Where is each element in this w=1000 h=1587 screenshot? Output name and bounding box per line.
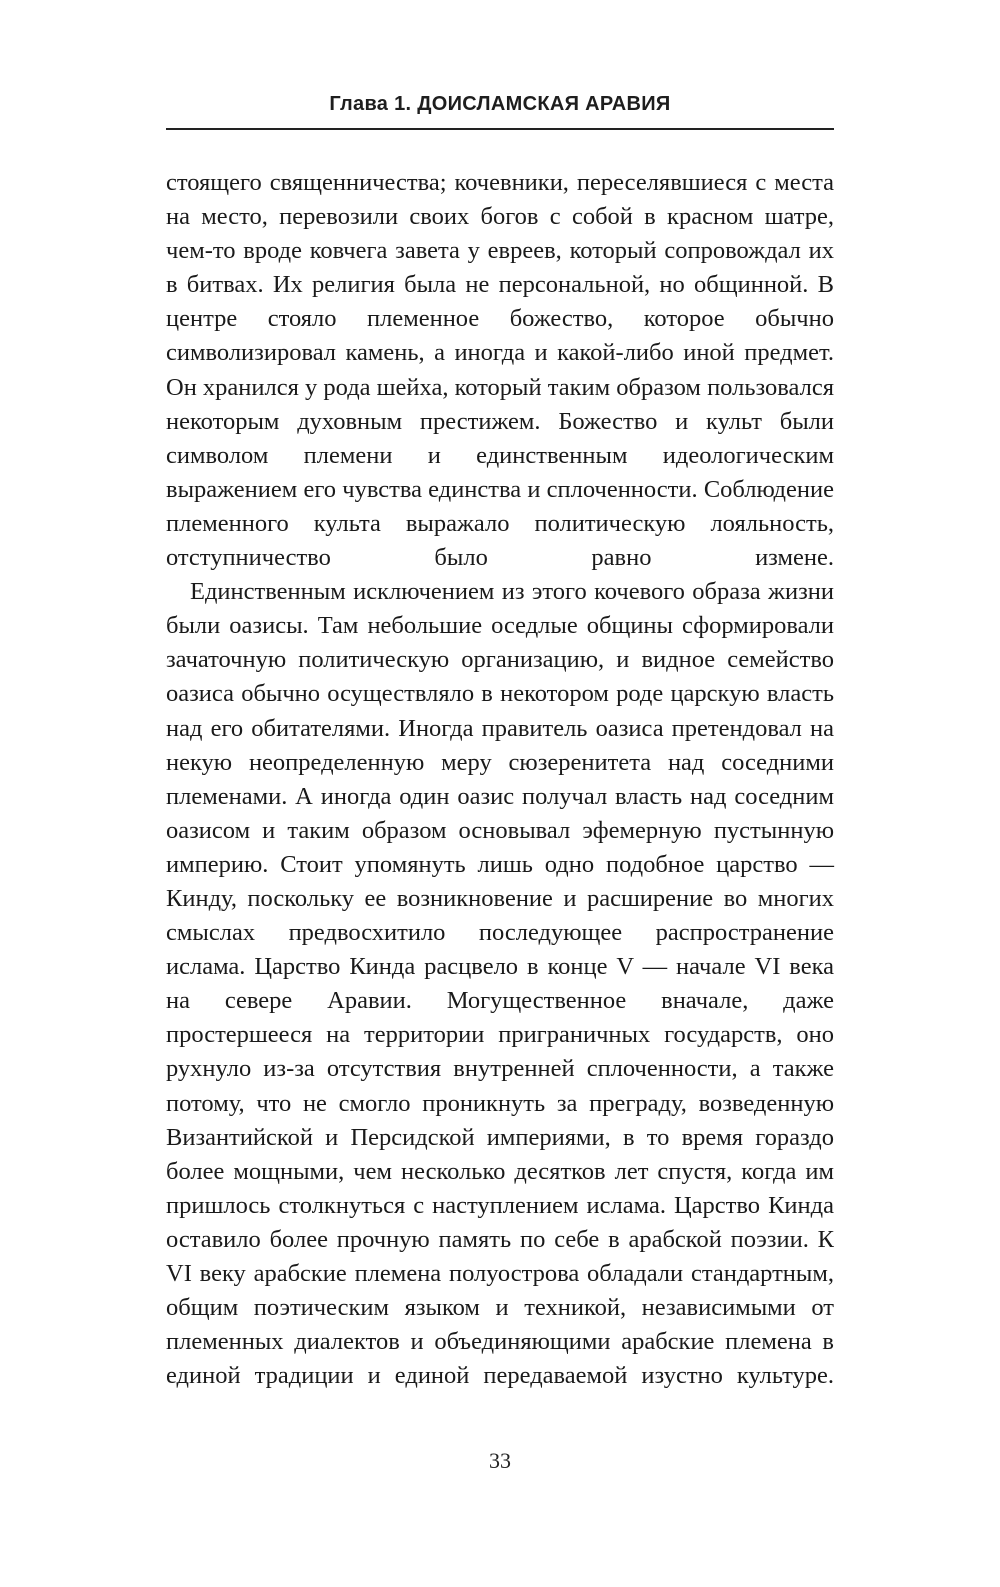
- body-text: [166, 166, 834, 1393]
- running-head-title: Глава 1. ДОИСЛАМСКАЯ АРАВИЯ: [329, 93, 671, 115]
- page-number: 33: [489, 1448, 511, 1473]
- header-rule: [166, 128, 834, 130]
- paragraph: Единственным исключением из этого кочевого образа жизни были оазисы. Там небольшие оседлые общины сформировали зачаточную политическую организацию, и видное семейство оазиса обычно осуществляло в некотором роде царскую власть над его обитателями. Иногда правитель оазиса претендовал на некую неопределенную меру сюзеренитета над соседними племенами. А иногда один оазис получал власть над соседним оазисом и таким образом основывал эфемерную пустынную империю. Стоит упомянуть лишь одно подобное царство — Кинду, поскольку ее возникновение и расширение во многих смыслах предвосхитило последующее распространение ислама. Царство Кинда расцвело в конце V — начале VI века на севере Аравии. Могущественное вначале, даже простершееся на территории приграничных государств, оно рухнуло из-за отсутствия внутренней сплоченности, а также потому, что не смогло проникнуть за преграду, возведенную Византийской и Персидской империями, в то время гораздо более мощными, чем несколько десятков лет спустя, когда им пришлось столкнуться с наступлением ислама. Царство Кинда оставило более прочную память по себе в арабской поэзии. К VI веку арабские племена полуострова обладали стандартным, общим поэтическим языком и техникой, независимыми от племенных диалектов и объединяющими арабские племена в единой традиции и единой передаваемой изустно культуре.: [166, 578, 834, 1390]
- paragraph: стоящего священничества; кочевники, переселявшиеся с места на место, перевозили своих богов с собой в красном шатре, чем-то вроде ковчега завета у евреев, который сопровождал их в битвах. Их религия была не персональной, но общинной. В центре стояло племенное божество, которое обычно символизировал камень, а иногда и какой-либо иной предмет. Он хранился у рода шейха, который таким образом пользовался некоторым духовным престижем. Божество и культ были символом племени и единственным идеологическим выражением его чувства единства и сплоченности. Соблюдение племенного культа выражало политическую лояльность, отступничество было равно измене.: [166, 169, 834, 572]
